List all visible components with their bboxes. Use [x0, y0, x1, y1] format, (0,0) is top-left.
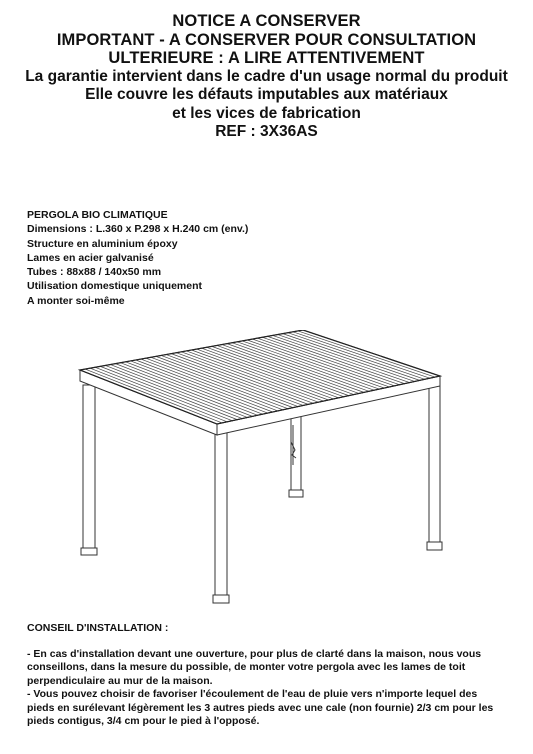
front-right-foot: [213, 595, 229, 603]
spec-line: Dimensions : L.360 x P.298 x H.240 cm (env.): [27, 223, 249, 236]
spec-line: PERGOLA BIO CLIMATIQUE: [27, 209, 168, 221]
header-important: IMPORTANT - A CONSERVER POUR CONSULTATION: [56, 30, 477, 49]
installation-advice-title: CONSEIL D'INSTALLATION :: [27, 622, 169, 634]
front-left-foot: [81, 548, 97, 555]
advice-paragraph: - En cas d'installation devant une ouverture, pour plus de clarté dans la maison, nous vous conseillons, dans la mesure du possible, de monter votre pergola avec les lames de toit perpendiculaire au mur de la maison.: [27, 648, 482, 687]
back-far-right-foot: [427, 542, 442, 550]
header-warranty-line-3: et les vices de fabrication: [172, 104, 361, 122]
front-left-post: [83, 385, 95, 555]
header-warranty-line-2: Elle couvre les défauts imputables aux matériaux: [85, 86, 448, 103]
advice-paragraph: - Vous pouvez choisir de favoriser l'écoulement de l'eau de pluie vers n'importe lequel des pieds en surélevant légèrement les 3 autres pieds avec une cale (non fournie) 2/3 cm pour les pieds contigus, 3/4 cm pour le pied à l'opposé.: [27, 688, 494, 728]
document-header: [0, 12, 533, 142]
header-reference: REF : 3X36AS: [215, 123, 318, 140]
spec-line: Lames en acier galvanisé: [27, 251, 154, 264]
product-specs: [27, 208, 248, 308]
spec-line: Structure en aluminium époxy: [27, 237, 178, 250]
front-right-post: [215, 432, 227, 602]
header-title: NOTICE A CONSERVER: [172, 12, 361, 30]
spec-line: Tubes : 88x88 / 140x50 mm: [27, 266, 162, 279]
spec-line: A monter soi-même: [27, 294, 125, 307]
pergola-illustration: [60, 330, 480, 620]
back-right-foot: [289, 490, 303, 497]
spec-line: Utilisation domestique uniquement: [27, 280, 203, 293]
header-warranty-line-1: La garantie intervient dans le cadre d'un usage normal du produit: [25, 67, 508, 85]
header-read-carefully: ULTERIEURE : A LIRE ATTENTIVEMENT: [108, 49, 425, 67]
back-far-right-post: [429, 380, 440, 550]
installation-advice: [27, 648, 507, 728]
